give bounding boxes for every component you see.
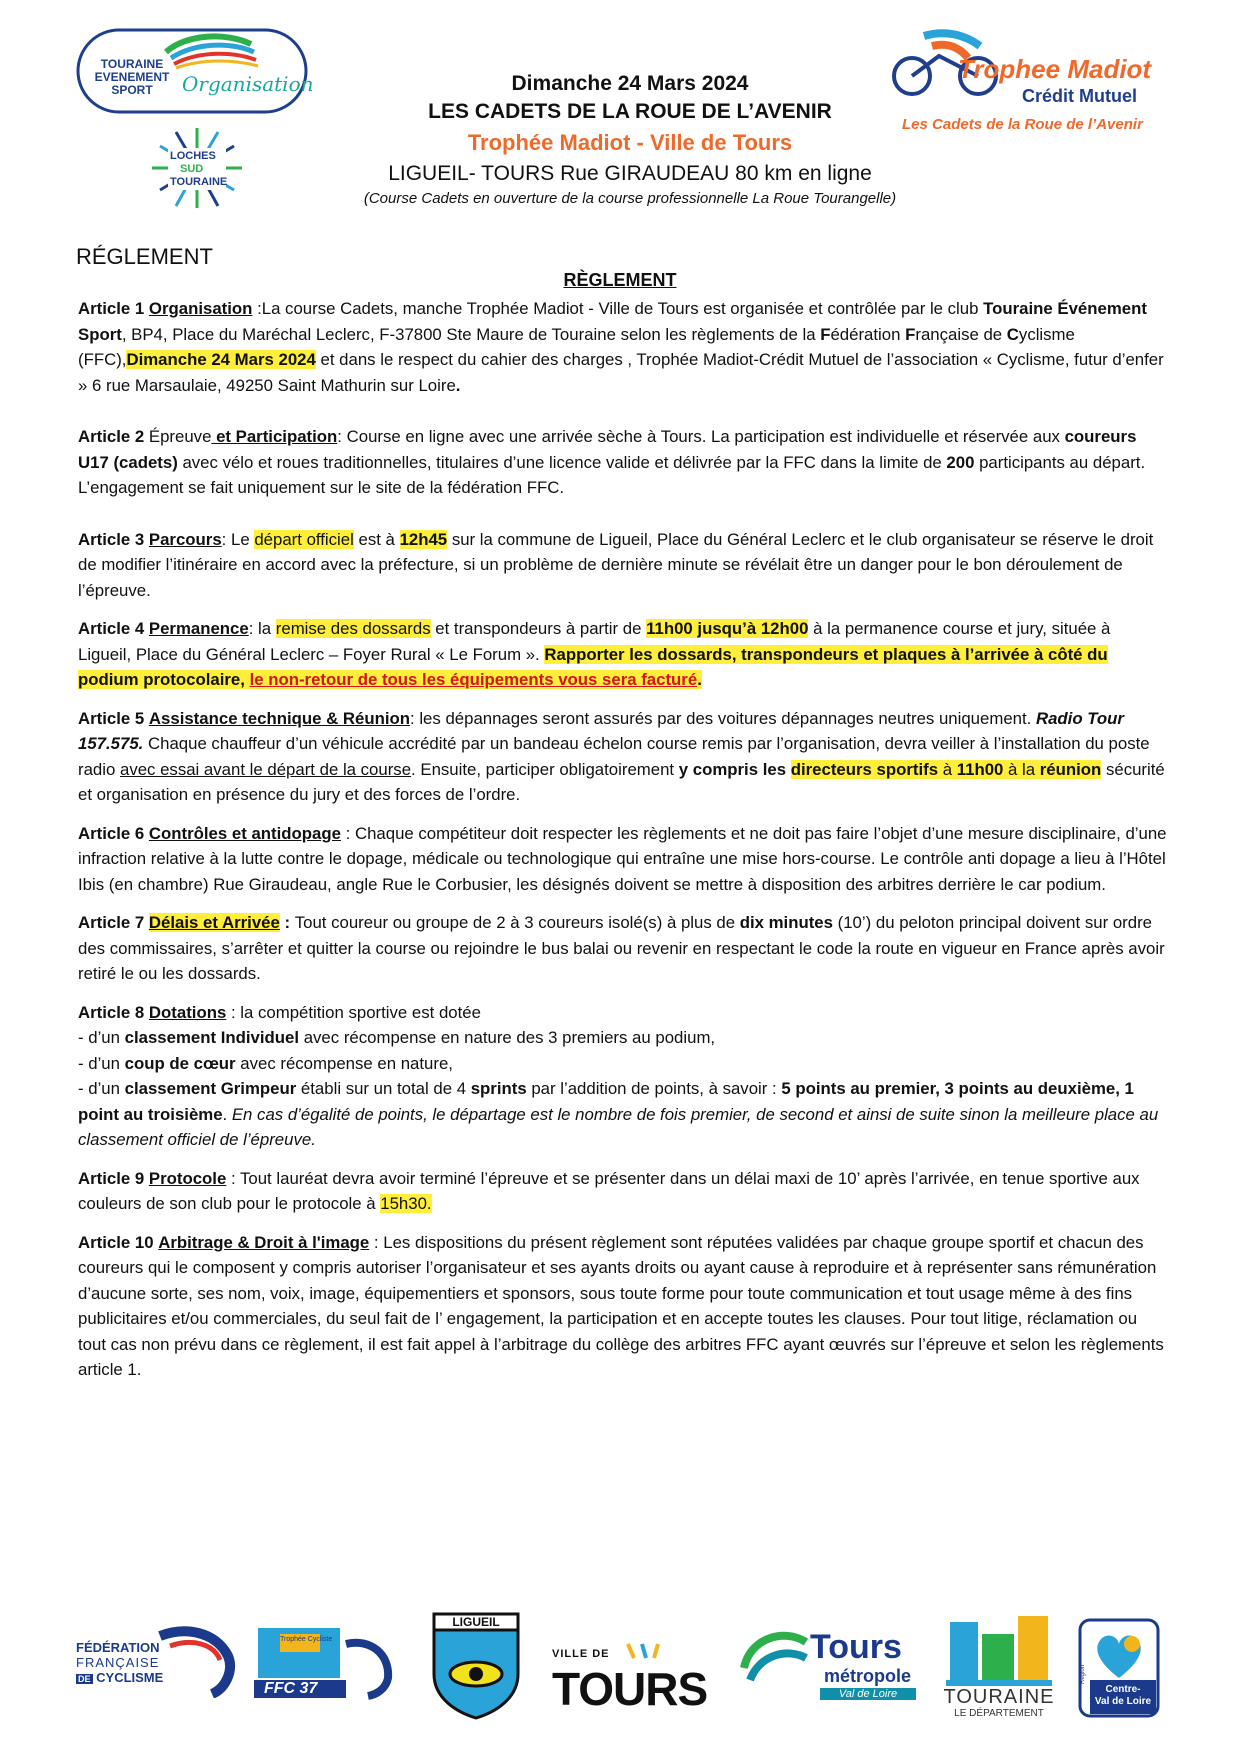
madiot-tagline: Les Cadets de la Roue de l’Avenir bbox=[902, 116, 1143, 133]
article-number: Article 8 bbox=[78, 1002, 145, 1022]
article-text: . Ensuite, participer obligatoirement bbox=[411, 759, 679, 779]
article-number: Article 5 bbox=[78, 708, 145, 728]
region-centre-logo bbox=[1078, 1618, 1160, 1718]
reglement-title: RÈGLEMENT bbox=[563, 270, 677, 290]
initial-c: C bbox=[1006, 324, 1019, 344]
highlighted-text: Rapporter les dossards, transpondeurs et plaques à l’arrivée à côté du podium protocolaire, bbox=[78, 644, 1108, 689]
article-3 bbox=[78, 527, 1168, 604]
article-text: et dans le respect du cahier des charges , Trophée Madiot-Crédit Mutuel de l’association « Cyclisme, futur d’enfer » 6 rue Marsaulaie, 49250 Saint Mathurin sur Loire bbox=[78, 350, 1164, 395]
tours-metropole-logo bbox=[740, 1628, 920, 1708]
article-text: . bbox=[222, 1104, 232, 1124]
underlined-text: avec essai avant le départ de la course bbox=[119, 759, 412, 779]
tes-script: Organisation bbox=[182, 72, 314, 96]
article-text: rançaise de bbox=[915, 324, 1007, 344]
radio-tour: Radio Tour 157.575. bbox=[78, 708, 1124, 753]
region-line1: Centre- bbox=[1105, 1684, 1141, 1695]
article-2 bbox=[78, 424, 1168, 501]
article-title: Contrôles et antidopage bbox=[148, 823, 341, 843]
highlighted-time: 12h00 bbox=[760, 619, 809, 638]
bold-text: coup de cœur bbox=[124, 1053, 236, 1073]
article-title: Organisation bbox=[148, 299, 253, 318]
article-number: Article 4 bbox=[78, 619, 145, 638]
ffc37-logo bbox=[250, 1624, 400, 1700]
article-text: sécurité et organisation en présence du jury et des forces de l’ordre. bbox=[78, 759, 1165, 804]
trophy-name: Trophée Madiot - Ville de Tours bbox=[467, 130, 793, 155]
article-number: Article 1 bbox=[78, 299, 145, 318]
article-10 bbox=[78, 1230, 1168, 1383]
highlighted-text: jusqu’à bbox=[692, 619, 761, 638]
article-number: Article 9 bbox=[78, 1168, 145, 1188]
bold-text: classement Individuel bbox=[124, 1028, 300, 1047]
ligueil-label: LIGUEIL bbox=[452, 1615, 500, 1629]
tes-line2: EVENEMENT bbox=[94, 70, 170, 84]
article-text: avec récompense en nature des 3 premiers au podium, bbox=[299, 1028, 716, 1047]
tm-swirl-icon bbox=[740, 1628, 810, 1692]
article-4 bbox=[78, 616, 1168, 693]
article-text: :La course Cadets, manche Trophée Madiot - Ville de Tours est organisée et contrôlée par le club bbox=[252, 299, 984, 318]
article-text: Tout coureur ou groupe de 2 à 3 coureurs isolé(s) à plus de bbox=[294, 913, 740, 932]
article-text: , BP4, Place du Maréchal Leclerc, F-37800 Ste Maure de Touraine selon les règlements de la bbox=[121, 324, 821, 344]
region-line2: Val de Loire bbox=[1094, 1696, 1152, 1707]
highlighted-text: départ officiel bbox=[254, 529, 354, 549]
tm-tours: Tours bbox=[810, 1628, 902, 1666]
bold-text: classement Grimpeur bbox=[124, 1079, 297, 1098]
list-item: - d’un bbox=[78, 1028, 125, 1047]
bold-text: sprints bbox=[470, 1079, 527, 1098]
route-line: LIGUEIL- TOURS Rue GIRAUDEAU 80 km en ligne bbox=[388, 162, 872, 185]
article-7 bbox=[78, 910, 1168, 987]
highlighted-time: 11h00 bbox=[956, 759, 1004, 779]
ligueil-crest bbox=[432, 1612, 520, 1720]
article-9 bbox=[78, 1166, 1168, 1217]
article-text: et transpondeurs à partir de bbox=[430, 619, 647, 638]
bold-text: coureurs U17 (cadets) bbox=[78, 427, 1137, 472]
article-number: Article 10 bbox=[78, 1232, 154, 1252]
tes-line3: SPORT bbox=[111, 83, 153, 97]
article-title: Assistance technique & Réunion bbox=[148, 708, 410, 728]
club-name: Touraine Événement Sport bbox=[78, 299, 1147, 344]
touraine-evenement-sport-logo bbox=[76, 28, 314, 114]
article-title: et Participation bbox=[211, 427, 338, 446]
list-item: - d’un bbox=[78, 1079, 125, 1098]
ffc-line2: FRANÇAISE bbox=[76, 1655, 160, 1670]
article-text: sur la commune de Ligueil, Place du Général Leclerc et le club organisateur se réserve le droit de modifier l’itinéraire en accord avec la préfecture, si un problème de dernière minute se révélait être un danger pour le bon déroulement de l’épreuve. bbox=[78, 529, 1154, 600]
touraine-tower-icon bbox=[940, 1616, 1058, 1688]
article-text: avec vélo et roues traditionnelles, titulaires d’une licence valide et délivrée par la FFC dans la limite de bbox=[177, 452, 947, 472]
article-text: : Course en ligne avec une arrivée sèche à Tours. La participation est individuelle et réservée aux bbox=[337, 427, 1065, 446]
article-text: : les dépannages seront assurés par des voitures dépannages neutres uniquement. bbox=[410, 708, 1036, 728]
article-text: : Chaque compétiteur doit respecter les règlements et ne doit pas faire l’objet d’une mesure disciplinaire, d’une infraction relative à la lutte contre le dopage, médicale ou technologique qui entraîne une mise hors-course. Le contrôle anti dopage a lieu à l’Hôtel Ibis (en chambre) Rue Giraudeau, angle Rue le Corbusier, les désignés doivent se mettre à disposition des arbitres derrière le car podium. bbox=[78, 823, 1167, 894]
article-text: Épreuve bbox=[144, 427, 212, 446]
bold-text: 200 bbox=[946, 452, 975, 472]
event-title: LES CADETS DE LA ROUE DE L’AVENIR bbox=[428, 100, 832, 123]
initial-f: F bbox=[905, 324, 916, 344]
ffc-line3: CYCLISME bbox=[96, 1670, 164, 1685]
tours-wordmark: TOURS bbox=[552, 1663, 708, 1715]
ville-de-tours-logo bbox=[552, 1640, 722, 1715]
article-number: Article 6 bbox=[78, 823, 145, 843]
ville-de: VILLE DE bbox=[552, 1648, 610, 1660]
article-text: est à bbox=[353, 529, 400, 549]
highlighted-text: réunion bbox=[1039, 759, 1102, 779]
article-text: participants au départ. L’engagement se fait uniquement sur le site de la fédération FFC. bbox=[78, 452, 1146, 497]
list-item: - d’un bbox=[78, 1053, 125, 1073]
article-text: : bbox=[279, 913, 295, 932]
article-1 bbox=[78, 296, 1168, 398]
highlighted-time: 11h00 bbox=[646, 619, 693, 638]
ffc37-small: Trophée Cycliste bbox=[280, 1636, 333, 1643]
article-title: Arbitrage & Droit à l'image bbox=[158, 1232, 370, 1252]
article-text: : la bbox=[248, 619, 276, 638]
article-text: à bbox=[938, 759, 957, 779]
ffc-logo bbox=[76, 1626, 236, 1698]
article-text: établi sur un total de 4 bbox=[296, 1079, 471, 1098]
article-text: par l’addition de points, à savoir : bbox=[526, 1079, 782, 1098]
article-end: . bbox=[697, 670, 702, 689]
loches-line2: SUD bbox=[180, 163, 204, 175]
highlighted-warning: le non-retour de tous les équipements vous sera facturé bbox=[249, 670, 698, 689]
highlighted-date: Dimanche 24 Mars 2024 bbox=[126, 350, 316, 369]
article-title: Parcours bbox=[148, 529, 222, 549]
touraine-label: TOURAINE bbox=[943, 1686, 1055, 1708]
article-title: Permanence bbox=[148, 619, 249, 638]
highlighted-text: directeurs sportifs bbox=[790, 759, 939, 779]
loches-line1: LOCHES bbox=[170, 150, 216, 162]
article-text: : Le bbox=[221, 529, 255, 549]
ffc-line1: FÉDÉRATION bbox=[76, 1640, 160, 1655]
highlighted-text: remise des dossards bbox=[275, 619, 431, 638]
touraine-departement-logo bbox=[940, 1616, 1058, 1720]
madiot-name: Trophee Madiot bbox=[958, 54, 1152, 84]
ffc-swoosh-icon bbox=[156, 1626, 236, 1698]
article-text: : la compétition sportive est dotée bbox=[226, 1002, 481, 1022]
highlighted-time: 15h30. bbox=[380, 1194, 432, 1213]
initial-f: F bbox=[820, 324, 831, 344]
article-title: Dotations bbox=[148, 1002, 227, 1022]
rules-body bbox=[78, 296, 1168, 1383]
article-5 bbox=[78, 706, 1168, 808]
reglement-label: RÉGLEMENT bbox=[76, 244, 213, 269]
article-number: Article 7 bbox=[78, 913, 145, 932]
article-text: à la permanence course et jury, située à Ligueil, Place du Général Leclerc – Foyer Rural « Le Forum ». bbox=[78, 619, 1111, 664]
article-text: édération bbox=[830, 324, 906, 344]
italic-text: En cas d’égalité de points, le départage est le nombre de fois premier, de second et ainsi de suite sinon la meilleure place au classement officiel de l’épreuve. bbox=[78, 1104, 1159, 1149]
ffc37-text: FFC 37 bbox=[264, 1680, 318, 1697]
event-date: Dimanche 24 Mars 2024 bbox=[511, 72, 749, 95]
touraine-sub: LE DÉPARTEMENT bbox=[954, 1708, 1044, 1719]
article-text: Chaque chauffeur d’un véhicule accrédité par un bandeau échelon course remis par l’organisation, devra veiller à l’installation du poste radio bbox=[78, 734, 1150, 779]
region-small: Région bbox=[1080, 1664, 1086, 1684]
article-text: : Les dispositions du présent règlement sont réputées validées par chaque groupe sportif et chacun des coureurs qui le composent y compris autoriser l’organisateur et ses ayants droits ou ayant cause à reproduire et à représenter sans rémunération d’aucune sorte, ses nom, voix, image, équipementiers et sponsors, sous toute forme pour toute communication et tout usage même à des fins publicitaires et/ou commerciales, du seul fait de l’ engagement, la participation et en accepte toutes les clauses. Pour tout litige, réclamation ou tout cas non prévu dans ce règlement, il est fait appel à l’arbitrage du collège des arbitres FFC ayant œuvrés sur l’épreuve et selon les règlements article 1. bbox=[78, 1232, 1164, 1379]
tm-val: Val de Loire bbox=[820, 1688, 916, 1700]
bold-text: dix minutes bbox=[739, 913, 833, 932]
article-text: : Tout lauréat devra avoir terminé l’épreuve et se présenter dans un délai maxi de 10’ après l’arrivée, en tenue sportive aux couleurs de son club pour le protocole à bbox=[78, 1168, 1140, 1213]
article-6 bbox=[78, 821, 1168, 898]
tes-line1: TOURAINE bbox=[100, 57, 164, 71]
tm-metropole: métropole bbox=[824, 1666, 912, 1686]
loches-line3: TOURAINE bbox=[170, 176, 228, 188]
ffc-prefix: DE bbox=[78, 1674, 91, 1684]
article-title: Délais et Arrivée bbox=[148, 913, 280, 932]
bold-text: y compris les bbox=[678, 759, 791, 779]
bold-text: 5 points au premier, 3 points au deuxième, 1 point au troisième bbox=[78, 1079, 1134, 1124]
article-text: avec récompense en nature, bbox=[235, 1053, 453, 1073]
race-note: (Course Cadets en ouverture de la course professionnelle La Roue Tourangelle) bbox=[363, 190, 897, 207]
article-text: yclisme (FFC), bbox=[78, 324, 1075, 369]
article-text: à la bbox=[1003, 759, 1040, 779]
madiot-bank: Crédit Mutuel bbox=[1022, 86, 1137, 106]
article-title: Protocole bbox=[148, 1168, 227, 1188]
article-number: Article 3 bbox=[78, 529, 145, 549]
article-end: . bbox=[455, 375, 461, 395]
highlighted-time: 12h45 bbox=[399, 529, 448, 549]
article-text: (10’) du peloton principal doivent sur ordre des commissaires, s’arrêter et quitter la course ou rejoindre le bus balai ou revenir en respectant le code la route en vigueur en France après avoir retiré le ou les dossards. bbox=[78, 913, 1165, 983]
tours-marks-icon bbox=[624, 1642, 668, 1660]
article-number: Article 2 bbox=[78, 427, 145, 446]
article-8 bbox=[78, 1000, 1168, 1153]
